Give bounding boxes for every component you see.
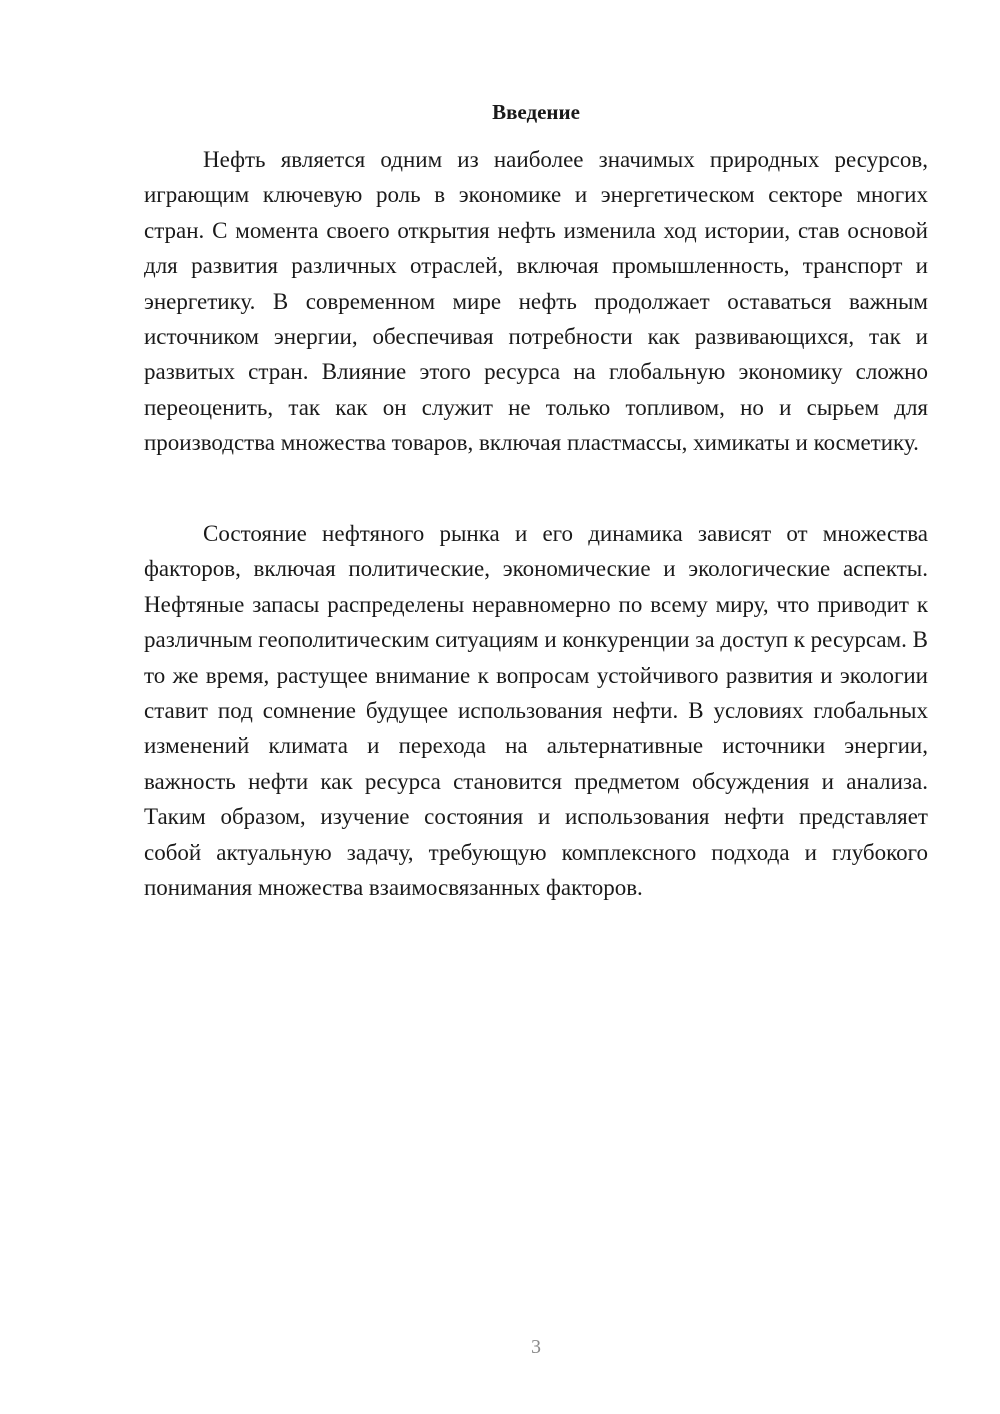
paragraph-2: Состояние нефтяного рынка и его динамика зависят от множества факторов, включая политические, экономические и экологические аспекты. Нефтяные запасы распределены неравномерно по всему миру, что приводит к различным геополитическим ситуациям и конкуренции за доступ к ресурсам. В то же время, растущее внимание к вопросам устойчивого развития и экологии ставит под сомнение будущее использования нефти. В условиях глобальных изменений климата и перехода на альтернативные источники энергии, важность нефти как ресурса становится предметом обсуждения и анализа. Таким образом, изучение состояния и использования нефти представляет собой актуальную задачу, требующую комплексного подхода и глубокого понимания множества взаимосвязанных факторов.: [144, 521, 928, 901]
paragraph-2-block: [144, 516, 928, 905]
paragraph-1-block: [144, 142, 928, 461]
section-heading: Введение: [492, 100, 580, 124]
paragraph-1: Нефть является одним из наиболее значимых природных ресурсов, играющим ключевую роль в экономике и энергетическом секторе многих стран. С момента своего открытия нефть изменила ход истории, став основой для развития различных отраслей, включая промышленность, транспорт и энергетику. В современном мире нефть продолжает оставаться важным источником энергии, обеспечивая потребности как развивающихся, так и развитых стран. Влияние этого ресурса на глобальную экономику сложно переоценить, так как он служит не только топливом, но и сырьем для производства множества товаров, включая пластмассы, химикаты и косметику.: [144, 147, 928, 456]
page-number: 3: [531, 1336, 541, 1358]
